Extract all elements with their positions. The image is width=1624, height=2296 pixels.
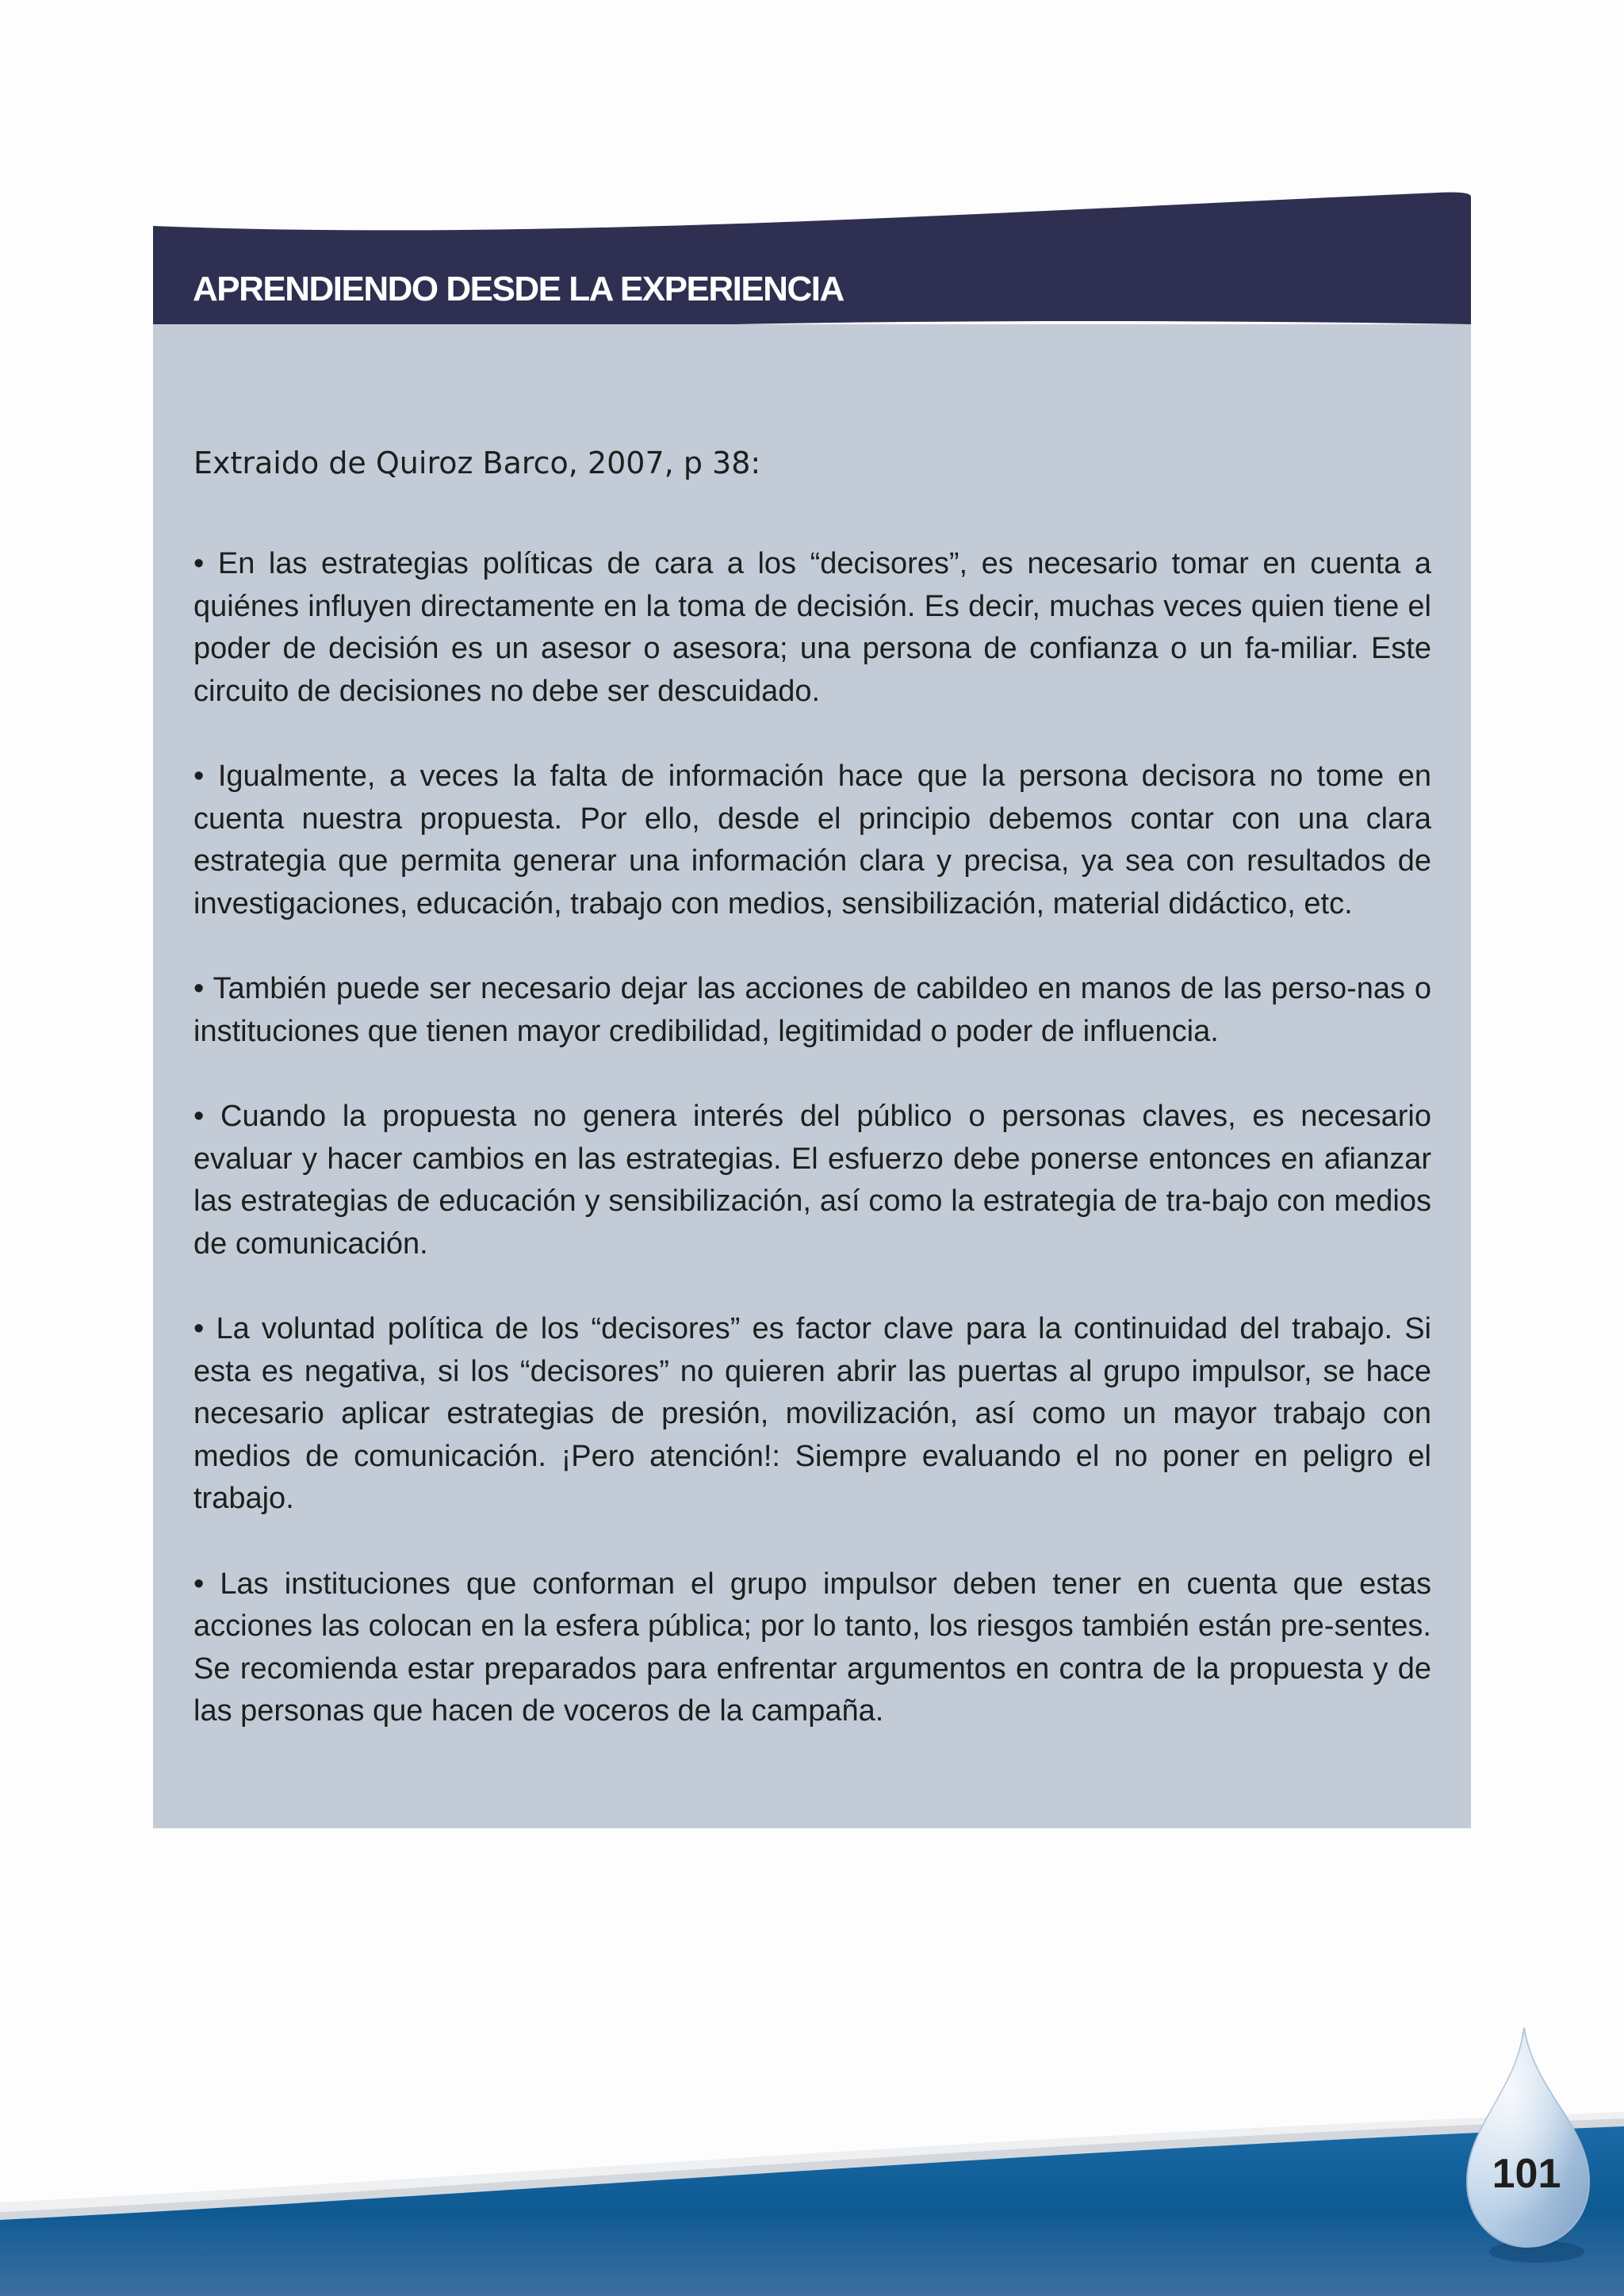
section-title: APRENDIENDO DESDE LA EXPERIENCIA	[193, 270, 844, 308]
bullet-item: • Cuando la propuesta no genera interés del público o personas claves, es necesario evaluar y hacer cambios en las estrategias. El esfuerzo debe ponerse entonces en afianzar las estrategias de educación y sensibilización, así como la estrategia de tra-bajo con medios de comunicación.	[193, 1100, 1431, 1261]
bullet-item: • También puede ser necesario dejar las acciones de cabildeo en manos de las perso-nas o instituciones que tienen mayor credibilidad, legitimidad o poder de influencia.	[193, 972, 1431, 1048]
bullet-item: • En las estrategias políticas de cara a los “decisores”, es necesario tomar en cuenta a quiénes influyen directamente en la toma de decisión. Es decir, muchas veces quien tiene el poder de decisión es un asesor o asesora; una persona de confianza o un fa-miliar. Este circuito de decisiones no debe ser descuidado.	[193, 547, 1431, 708]
bullet-item: • Las instituciones que conforman el grupo impulsor deben tener en cuenta que estas acciones las colocan en la esfera pública; por lo tanto, los riesgos también están pre-sentes. Se recomienda estar preparados para enfrentar argumentos en contra de la propuesta y de las personas que hacen de voceros de la campaña.	[193, 1567, 1431, 1728]
bullet-item: • La voluntad política de los “decisores” es factor clave para la continuidad del trabajo. Si esta es negativa, si los “decisores” no quieren abrir las puertas al grupo impulsor, se hace necesario aplicar estrategias de presión, movilización, así como un mayor trabajo con medios de comunicación. ¡Pero atención!: Siempre evaluando el no poner en peligro el trabajo.	[193, 1312, 1431, 1515]
source-citation: Extraido de Quiroz Barco, 2007, p 38:	[193, 446, 761, 480]
bullet-item: • Igualmente, a veces la falta de información hace que la persona decisora no tome en cuenta nuestra propuesta. Por ello, desde el principio debemos contar con una clara estrategia que permita generar una información clara y precisa, ya sea con resultados de investigaciones, educación, trabajo con medios, sensibilización, material didáctico, etc.	[193, 760, 1431, 920]
water-drop-icon	[1467, 2028, 1589, 2263]
page-number: 101	[1492, 2151, 1561, 2197]
